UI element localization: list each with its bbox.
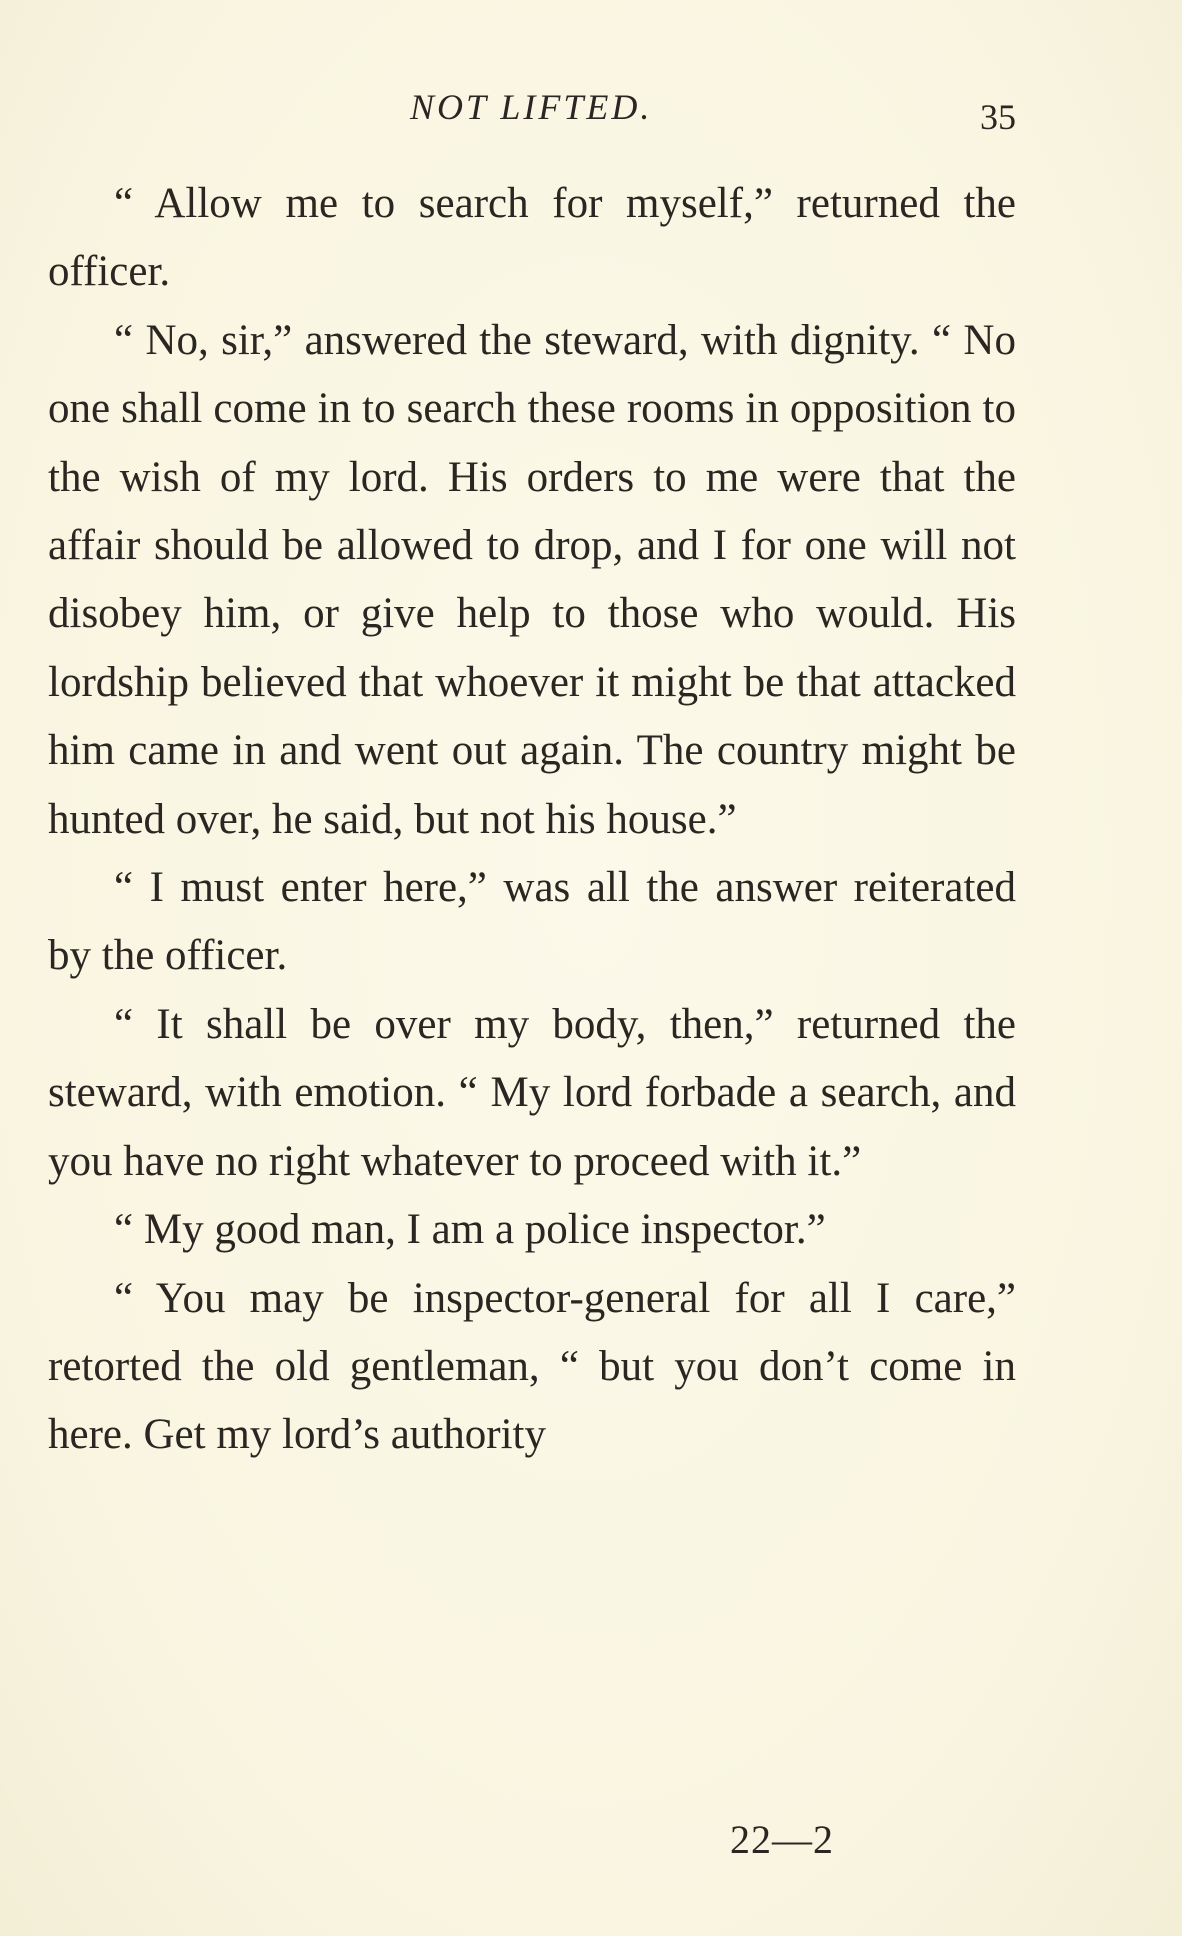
paragraph-2: “ No, sir,” answered the steward, with dignity. “ No one shall come in to search these rooms in opposition to the wish of my lord. His orders to me were that the affair should be allowed to drop, and I for one will not disobey him, or give help to those who would. His lordship believed that whoever it might be that attacked him came in and went out again. The country might be hunted over, he said, but not his house.”	[48, 316, 1016, 843]
signature-mark: 22—2	[730, 1817, 834, 1862]
paragraph-5: “ My good man, I am a police inspector.”	[114, 1206, 826, 1254]
page-number: 35	[980, 97, 1016, 137]
paragraph-1: “ Allow me to search for myself,” returned the officer.	[48, 180, 1016, 296]
paragraph-4: “ It shall be over my body, then,” returned the steward, with emotion. “ My lord forbade a search, and you have no right whatever to proceed with it.”	[48, 1000, 1016, 1185]
body-text	[48, 170, 1016, 1470]
running-title: NOT LIFTED.	[410, 87, 653, 127]
paragraph-6: “ You may be inspector-general for all I care,” retorted the old gentleman, “ but you don’t come in here. Get my lord’s authority	[48, 1274, 1016, 1459]
running-head	[0, 82, 1182, 137]
paragraph-3: “ I must enter here,” was all the answer reiterated by the officer.	[48, 864, 1016, 980]
